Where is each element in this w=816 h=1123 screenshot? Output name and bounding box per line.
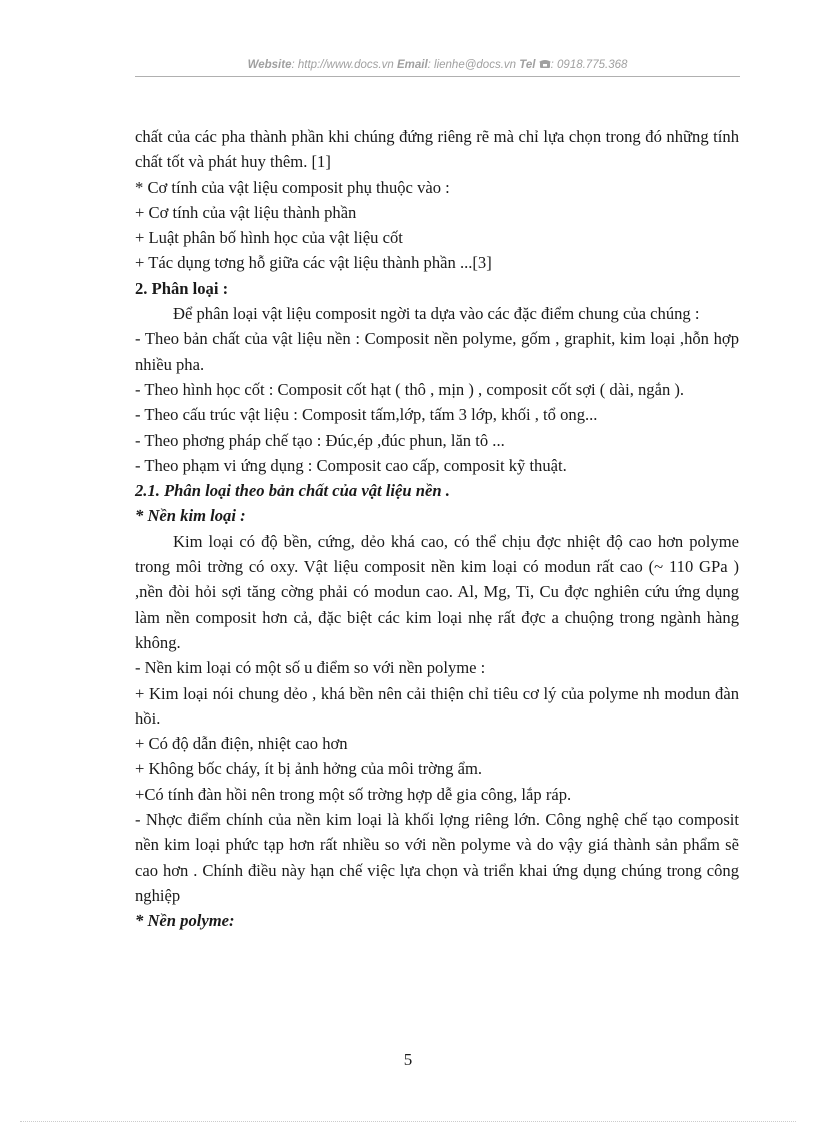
subheading-polymer-matrix: * Nền polyme:: [135, 911, 235, 931]
header-divider: [135, 76, 740, 77]
website-value: : http://www.docs.vn: [291, 59, 394, 71]
subheading-metal-matrix: * Nền kim loại :: [135, 506, 246, 526]
page-number: 5: [403, 1050, 413, 1069]
list-item: + Không bốc cháy, ít bị ảnh hởng của môi trờng ẩm.: [135, 759, 483, 779]
list-item: + Có độ dẫn điện, nhiệt cao hơn: [135, 734, 348, 754]
paragraph: chất của các pha thành phần khi chúng đứng riêng rẽ mà chỉ lựa chọn trong đó những tính chất tốt và phát huy thêm. [1]: [135, 127, 739, 172]
website-label: Website: [247, 59, 292, 71]
paragraph: - Nền kim loại có một số u điểm so với nền polyme :: [135, 658, 486, 678]
document-body: [135, 124, 739, 934]
list-item: + Kim loại nói chung dẻo , khá bền nên cải thiện chỉ tiêu cơ lý của polyme nh modun đàn hồi.: [135, 683, 739, 728]
tel-value: : 0918.775.368: [550, 59, 628, 71]
list-item: - Theo cấu trúc vật liệu : Composit tấm,lớp, tấm 3 lớp, khối , tổ ong...: [135, 405, 598, 425]
tel-label: Tel: [519, 59, 536, 71]
paragraph: - Nhợc điểm chính của nền kim loại là khối lợng riêng lớn. Công nghệ chế tạo composit nền kim loại phức tạp hơn rất nhiều so với nền polyme và do vậy giá thành sản phẩm sẽ cao hơn . Chính điều này hạn chế việc lựa chọn và triển khai ứng dụng chúng trong công nghiệp: [135, 810, 739, 905]
page-bottom-border: [20, 1121, 796, 1122]
list-item: - Theo phạm vi ứng dụng : Composit cao cấp, composit kỹ thuật.: [135, 455, 567, 475]
subsection-heading: 2.1. Phân loại theo bản chất của vật liệu nền .: [135, 481, 450, 501]
list-item: +Có tính đàn hồi nên trong một số trờng hợp dễ gia công, lắp ráp.: [135, 784, 572, 804]
page-header: [135, 56, 740, 76]
email-label: Email: [396, 59, 428, 71]
list-item: + Luật phân bố hình học của vật liệu cốt: [135, 228, 403, 248]
phone-icon: [539, 59, 551, 69]
email-value: : lienhe@docs.vn: [427, 59, 517, 71]
list-item: - Theo hình học cốt : Composit cốt hạt ( thô , mịn ) , composit cốt sợi ( dài, ngắn ).: [135, 379, 685, 399]
paragraph: * Cơ tính của vật liệu composit phụ thuộc vào :: [135, 177, 450, 197]
paragraph: Để phân loại vật liệu composit ngời ta dựa vào các đặc điểm chung của chúng :: [173, 304, 700, 324]
list-item: - Theo bản chất của vật liệu nền : Composit nền polyme, gốm , graphit, kim loại ,hỗn hợp nhiều pha.: [135, 329, 739, 374]
list-item: + Cơ tính của vật liệu thành phần: [135, 202, 357, 222]
section-heading: 2. Phân loại :: [135, 278, 229, 298]
paragraph: Kim loại có độ bền, cứng, dẻo khá cao, có thể chịu đợc nhiệt độ cao hơn polyme trong môi trờng có oxy. Vật liệu composit nền kim loại có modun rất cao (~ 110 GPa ) ,nền đòi hỏi sợi tăng cờng phải có modun cao. Al, Mg, Ti, Cu đợc nghiên cứu ứng dụng làm nền composit hơn cả, đặc biệt các kim loại nhẹ rất đợc a chuộng trong ngành hàng không.: [135, 531, 739, 652]
list-item: - Theo phơng pháp chế tạo : Đúc,ép ,đúc phun, lăn tô ...: [135, 430, 505, 450]
list-item: + Tác dụng tơng hỗ giữa các vật liệu thành phần ...[3]: [135, 253, 492, 273]
